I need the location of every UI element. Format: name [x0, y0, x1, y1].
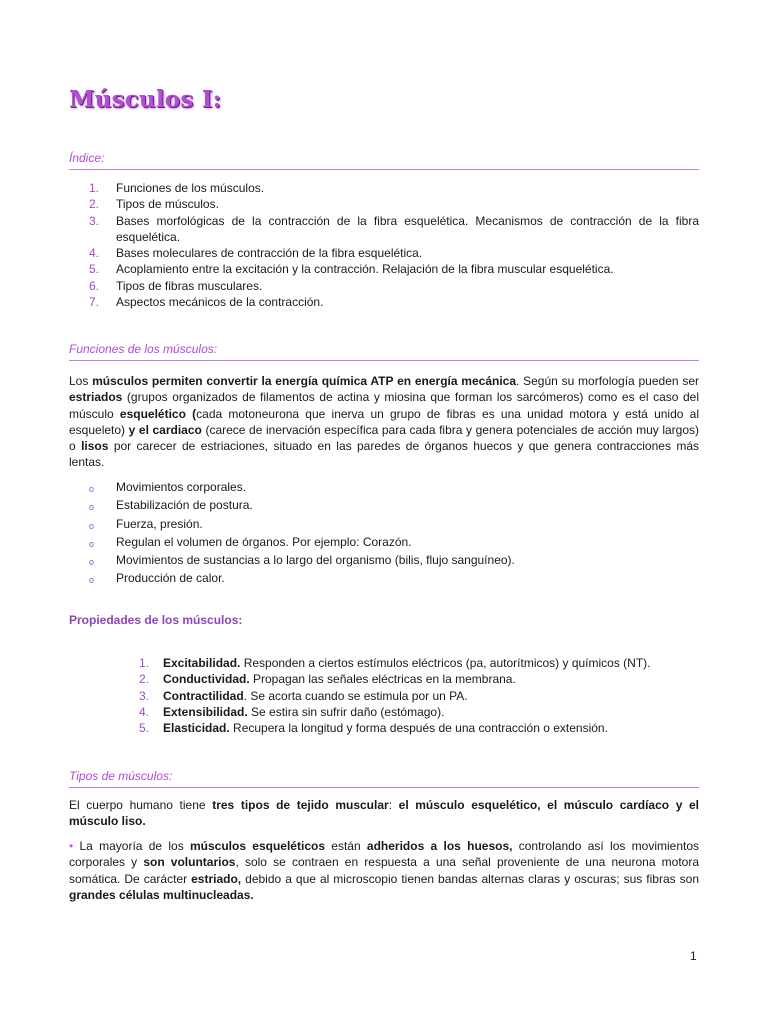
bold-run: Extensibilidad.	[163, 704, 248, 719]
bold-run: grandes células multinucleadas.	[69, 887, 254, 902]
bold-run: y el cardiaco	[128, 422, 202, 437]
list-item	[89, 552, 689, 570]
list-item	[139, 720, 699, 736]
index-text: Tipos de fibras musculares.	[116, 278, 263, 293]
bullet-icon: o	[89, 520, 95, 531]
list-item-text	[163, 671, 516, 687]
index-item	[89, 213, 699, 246]
bold-run: estriados	[69, 390, 123, 405]
list-item	[139, 704, 699, 720]
list-item-text: Movimientos de sustancias a lo largo del organismo (bilis, flujo sanguíneo).	[116, 553, 515, 568]
list-number: 2.	[139, 672, 150, 687]
list-item-text: Regulan el volumen de órganos. Por ejemplo: Corazón.	[116, 534, 412, 549]
tipos-paragraph-2	[69, 838, 699, 903]
list-item	[89, 534, 689, 552]
bullet-dot-icon: •	[69, 839, 74, 853]
index-number: 5.	[89, 262, 100, 277]
index-list	[89, 180, 699, 310]
section-heading-propiedades: Propiedades de los músculos:	[69, 613, 243, 627]
funciones-paragraph	[69, 373, 699, 471]
index-item	[89, 245, 699, 261]
bold-run: Conductividad.	[163, 672, 250, 687]
section-heading-tipos: Tipos de músculos:	[69, 769, 699, 788]
bold-run: el músculo esquelético, el músculo cardíaco y el músculo liso.	[69, 798, 700, 829]
list-item-text: Fuerza, presión.	[116, 516, 203, 531]
list-item	[89, 479, 689, 497]
bullet-icon: o	[89, 538, 95, 549]
text-run: Propagan las señales eléctricas en la membrana.	[249, 672, 516, 687]
list-item	[89, 570, 689, 588]
bullet-icon: o	[89, 557, 95, 568]
list-item	[139, 688, 699, 704]
index-item	[89, 294, 699, 310]
index-text: Funciones de los músculos.	[116, 181, 265, 195]
text-run: El cuerpo humano tiene	[69, 798, 213, 812]
bold-run: Excitabilidad.	[163, 656, 241, 670]
bold-run: músculos esqueléticos	[190, 839, 325, 853]
text-run: controlando así los movimientos corporales y	[69, 839, 700, 870]
index-text: Bases moleculares de contracción de la fibra esquelética.	[116, 246, 423, 261]
text-run: Se estira sin sufrir daño (estómago).	[247, 704, 445, 719]
text-run: (carece de inervación específica para cada fibra y genera potenciales de acción muy largos) o	[69, 422, 700, 454]
bold-run: Elasticidad.	[163, 721, 230, 736]
bold-run: son voluntarios	[143, 855, 236, 870]
text-run: :	[388, 798, 399, 812]
bold-run: músculos permiten convertir la energía química ATP en energía mecánica	[92, 374, 517, 388]
index-text: Tipos de músculos.	[116, 197, 219, 212]
bullet-icon: o	[89, 575, 95, 586]
list-item	[139, 655, 699, 671]
bold-run: Contractilidad	[163, 688, 244, 703]
index-number: 4.	[89, 246, 100, 261]
index-item	[89, 180, 699, 196]
bold-run: lisos	[81, 439, 109, 454]
text-run: , solo se contraen en respuesta a una señal proveniente de una neurona motora somática. De carácter	[69, 855, 699, 886]
index-text: Aspectos mecánicos de la contracción.	[116, 295, 324, 310]
list-item	[139, 671, 699, 687]
index-number: 7.	[89, 295, 100, 310]
list-item-text: Movimientos corporales.	[116, 480, 247, 494]
section-heading-indice: Índice:	[69, 151, 699, 170]
funciones-bullet-list	[89, 479, 689, 589]
bullet-icon: o	[89, 502, 95, 513]
bold-run: estriado,	[191, 871, 242, 886]
list-number: 1.	[139, 656, 150, 670]
list-item-text	[163, 688, 468, 704]
index-number: 2.	[89, 197, 100, 212]
list-item	[89, 497, 689, 515]
text-run: debido a que al microscopio tienen bandas alternas claras y oscuras; sus fibras son	[241, 871, 699, 886]
list-number: 5.	[139, 721, 150, 736]
text-run: cada motoneurona que inerva un grupo de fibras es una unidad motora y está unido al esqueleto)	[69, 406, 699, 437]
text-run: (grupos organizados de filamentos de actina y miosina que forman los sarcómeros) como es el caso del músculo	[69, 390, 699, 421]
text-run: . Según su morfología pueden ser	[516, 374, 699, 388]
list-item-text: Estabilización de postura.	[116, 498, 253, 513]
index-item	[89, 278, 699, 294]
list-item	[89, 516, 689, 534]
page-number: 1	[690, 949, 697, 963]
index-number: 3.	[89, 213, 100, 228]
text-run: están	[325, 839, 367, 853]
text-run: Los	[69, 374, 93, 388]
list-item-text	[163, 720, 608, 736]
text-run: por carecer de estriaciones, situado en las paredes de órganos huecos y que genera contracciones más lentas.	[69, 439, 700, 470]
list-number: 3.	[139, 688, 150, 703]
tipos-paragraph-1	[69, 797, 699, 830]
propiedades-list	[139, 655, 699, 736]
section-heading-funciones: Funciones de los músculos:	[69, 342, 699, 361]
index-number: 1.	[89, 181, 100, 195]
list-item-text	[163, 704, 444, 720]
text-run: . Se acorta cuando se estimula por un PA.	[243, 688, 468, 703]
list-item-text	[163, 655, 651, 671]
index-item	[89, 261, 699, 277]
bold-run: esquelético (	[119, 406, 197, 421]
list-item-text: Producción de calor.	[116, 571, 225, 586]
bold-run: adheridos a los huesos,	[366, 839, 513, 853]
bold-run: tres tipos de tejido muscular	[212, 798, 389, 812]
index-text: Acoplamiento entre la excitación y la contracción. Relajación de la fibra muscular esquelética.	[116, 262, 614, 277]
list-number: 4.	[139, 704, 150, 719]
index-number: 6.	[89, 278, 100, 293]
page-title: Músculos I:	[69, 86, 222, 113]
text-run: Responden a ciertos estímulos eléctricos (pa, autorítmicos) y químicos (NT).	[240, 656, 651, 670]
index-text: Bases morfológicas de la contracción de la fibra esquelética. Mecanismos de contracción de la fibra esquelética.	[116, 213, 699, 244]
text-run: Recupera la longitud y forma después de una contracción o extensión.	[229, 721, 608, 736]
bullet-icon: o	[89, 484, 95, 494]
text-run: La mayoría de los	[73, 839, 190, 853]
index-item	[89, 196, 699, 212]
